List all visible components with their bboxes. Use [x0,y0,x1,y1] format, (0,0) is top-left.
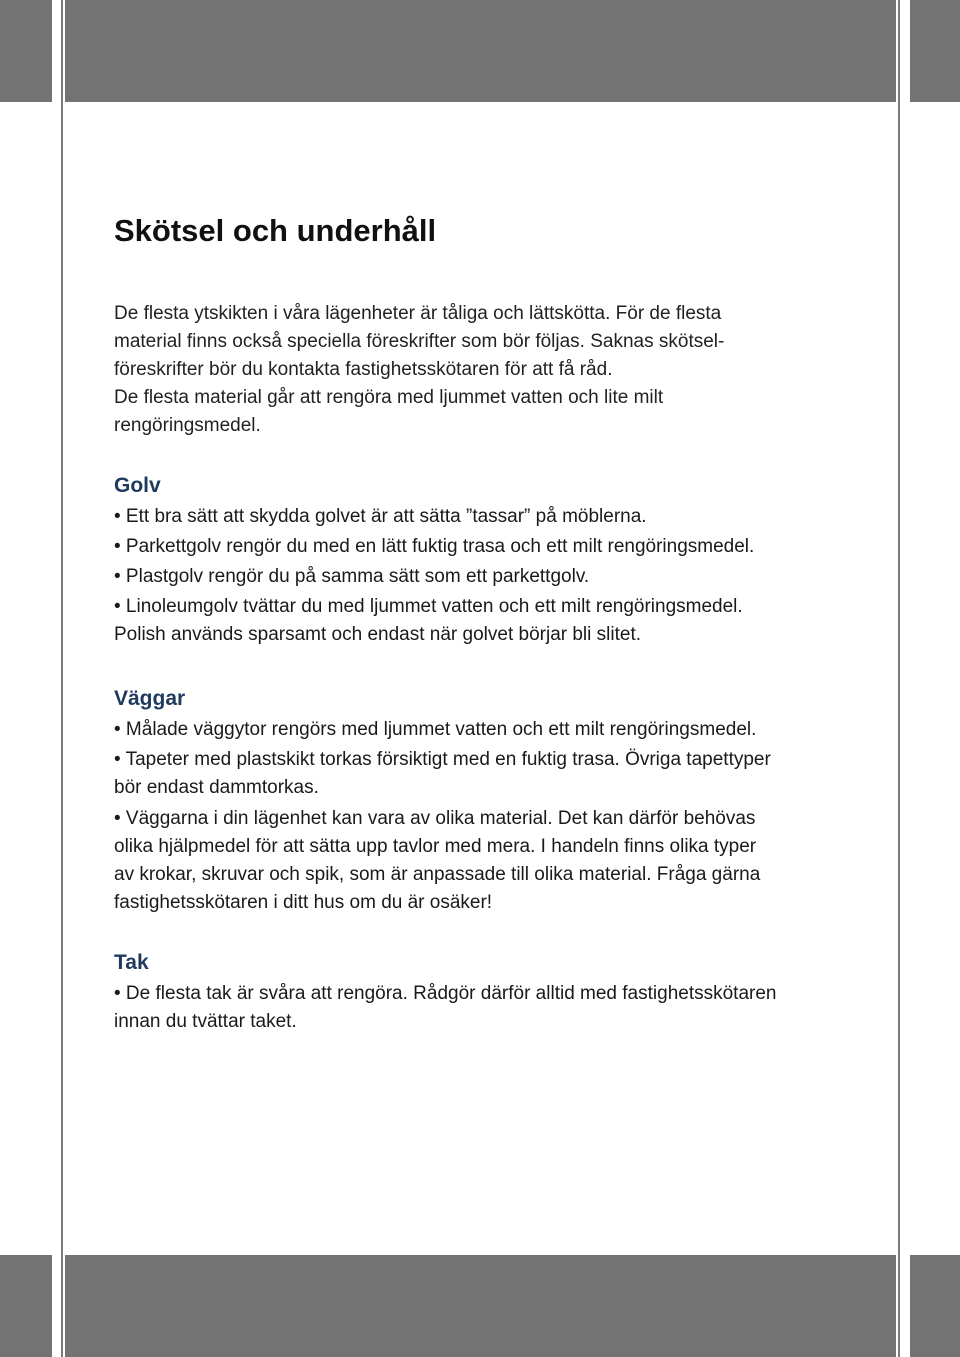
text-line: innan du tvättar taket. [114,1011,297,1032]
bullet-line: • Linoleumgolv tvättar du med ljummet vatten och ett milt rengöringsmedel. [114,596,743,617]
bottom-right-band [910,1255,960,1357]
left-vertical-rule [61,0,63,1357]
bottom-left-band [0,1255,52,1357]
section-heading-tak: Tak [114,951,149,974]
intro-line: De flesta material går att rengöra med ljummet vatten och lite milt [114,387,664,408]
text-line: av krokar, skruvar och spik, som är anpassade till olika material. Fråga gärna [114,864,761,885]
bullet-line: • Tapeter med plastskikt torkas försiktigt med en fuktig trasa. Övriga tapettyper [114,749,771,770]
section-heading-golv: Golv [114,474,161,497]
intro-line: material finns också speciella föreskrifter som bör följas. Saknas skötsel- [114,331,725,352]
bullet-line: • Målade väggytor rengörs med ljummet vatten och ett milt rengöringsmedel. [114,719,757,740]
bullet-line: • De flesta tak är svåra att rengöra. Rådgör därför alltid med fastighetsskötaren [114,983,777,1004]
intro-line: föreskrifter bör du kontakta fastighetsskötaren för att få råd. [114,359,613,380]
right-vertical-rule [898,0,900,1357]
page-title: Skötsel och underhåll [114,213,437,248]
section-body-vaggar [114,716,854,917]
intro-line: De flesta ytskikten i våra lägenheter är tåliga och lättskötta. För de flesta [114,303,722,324]
bullet-line: • Ett bra sätt att skydda golvet är att sätta ”tassar” på möblerna. [114,506,647,527]
top-center-band [65,0,896,102]
text-line: fastighetsskötaren i ditt hus om du är osäker! [114,892,493,913]
text-line: olika hjälpmedel för att sätta upp tavlor med mera. I handeln finns olika typer [114,836,757,857]
text-line: bör endast dammtorkas. [114,777,319,798]
top-left-band [0,0,52,102]
top-right-band [910,0,960,102]
text-line: Polish används sparsamt och endast när golvet börjar bli slitet. [114,624,641,645]
intro-paragraph [114,300,834,440]
bullet-line: • Parkettgolv rengör du med en lätt fuktig trasa och ett milt rengöringsmedel. [114,536,755,557]
intro-line: rengöringsmedel. [114,415,261,436]
bottom-center-band [65,1255,896,1357]
section-body-golv [114,503,854,649]
section-heading-vaggar: Väggar [114,687,186,710]
bullet-line: • Väggarna i din lägenhet kan vara av olika material. Det kan därför behövas [114,808,756,829]
bullet-line: • Plastgolv rengör du på samma sätt som ett parkettgolv. [114,566,590,587]
section-body-tak [114,980,854,1036]
